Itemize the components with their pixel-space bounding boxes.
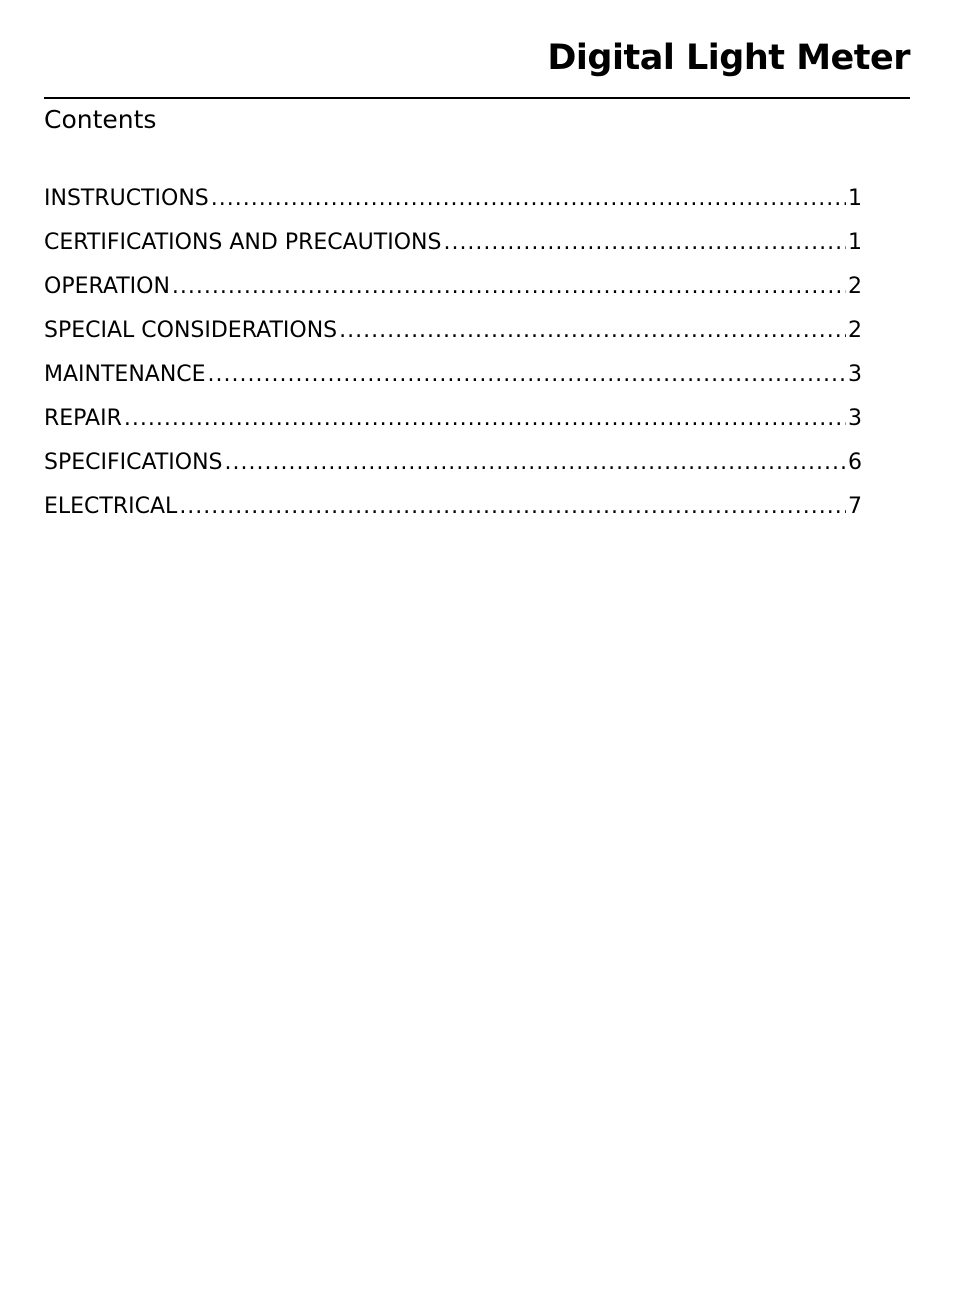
title-divider (44, 97, 910, 99)
dot-leader (179, 494, 846, 519)
toc-entry-label: SPECIFICATIONS (44, 450, 223, 475)
dot-leader (124, 406, 846, 431)
toc-entry-specifications[interactable] (44, 450, 862, 494)
toc-entry-label: OPERATION (44, 274, 170, 299)
toc-entry-label: ELECTRICAL (44, 494, 178, 519)
toc-entry-repair[interactable] (44, 406, 862, 450)
toc-page-number: 3 (848, 406, 862, 431)
document-title: Digital Light Meter (547, 38, 910, 78)
toc-page-number: 3 (848, 362, 862, 387)
toc-entry-label: CERTIFICATIONS AND PRECAUTIONS (44, 230, 442, 255)
toc-page-number: 6 (848, 450, 862, 475)
dot-leader (208, 362, 846, 387)
dot-leader (172, 274, 846, 299)
toc-entry-label: MAINTENANCE (44, 362, 206, 387)
table-of-contents (44, 186, 862, 538)
toc-entry-instructions[interactable] (44, 186, 862, 230)
toc-page-number: 1 (848, 186, 862, 211)
toc-entry-label: INSTRUCTIONS (44, 186, 209, 211)
toc-page-number: 7 (848, 494, 862, 519)
dot-leader (339, 318, 846, 343)
toc-page-number: 1 (848, 230, 862, 255)
toc-entry-certifications[interactable] (44, 230, 862, 274)
toc-entry-label: REPAIR (44, 406, 122, 431)
toc-entry-label: SPECIAL CONSIDERATIONS (44, 318, 338, 343)
toc-entry-electrical[interactable] (44, 494, 862, 538)
dot-leader (443, 230, 846, 255)
toc-entry-operation[interactable] (44, 274, 862, 318)
toc-page-number: 2 (848, 274, 862, 299)
toc-page-number: 2 (848, 318, 862, 343)
dot-leader (211, 186, 846, 211)
toc-entry-maintenance[interactable] (44, 362, 862, 406)
toc-entry-special-considerations[interactable] (44, 318, 862, 362)
dot-leader (225, 450, 847, 475)
contents-heading: Contents (44, 105, 157, 134)
